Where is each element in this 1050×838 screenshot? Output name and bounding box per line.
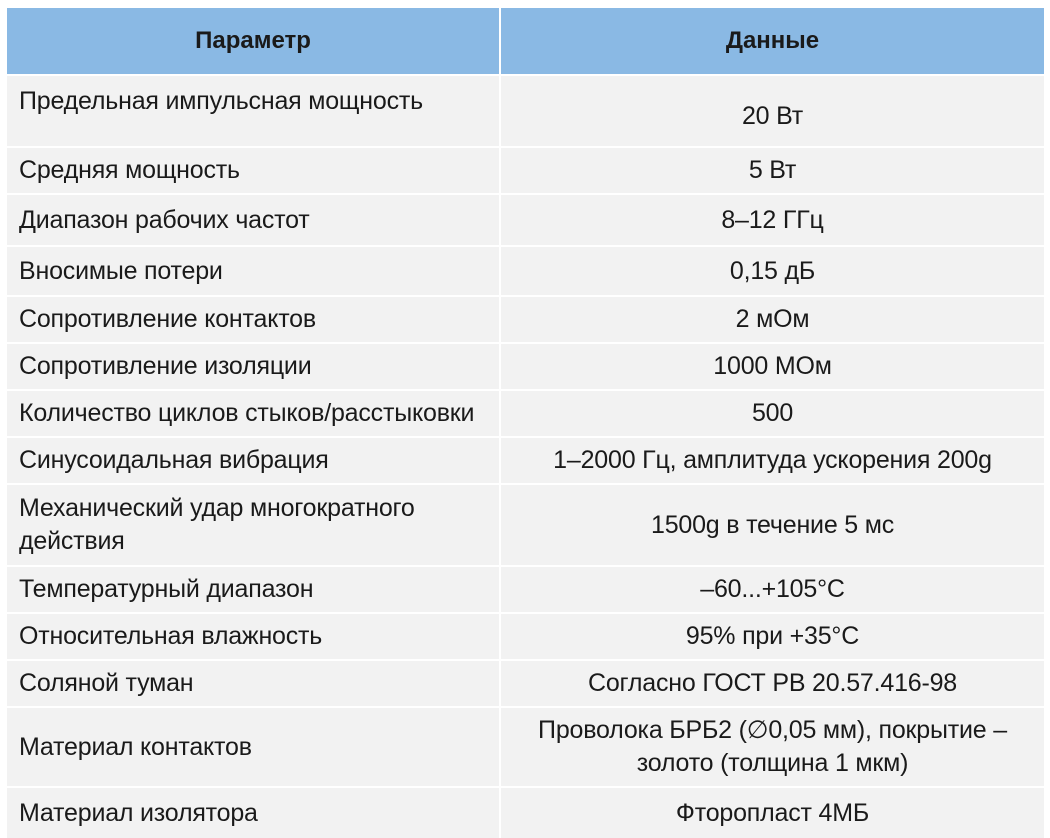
- value-cell: Согласно ГОСТ РВ 20.57.416-98: [500, 660, 1044, 707]
- table-row: [7, 787, 1044, 838]
- param-cell: Диапазон рабочих частот: [7, 194, 500, 246]
- param-cell: Количество циклов стыков/расстыковки: [7, 390, 500, 437]
- table-row: [7, 390, 1044, 437]
- table-header-row: [7, 8, 1044, 75]
- param-cell: Материал контактов: [7, 707, 500, 787]
- value-cell: 8–12 ГГц: [500, 194, 1044, 246]
- table-row: [7, 437, 1044, 484]
- param-cell: Относительная влажность: [7, 613, 500, 660]
- table-row: [7, 246, 1044, 296]
- param-cell: Материал изолятора: [7, 787, 500, 838]
- param-cell: Средняя мощность: [7, 147, 500, 194]
- param-cell: Сопротивление изоляции: [7, 343, 500, 390]
- value-cell: 1500g в течение 5 мс: [500, 484, 1044, 566]
- table-row: [7, 484, 1044, 566]
- value-cell: Проволока БРБ2 (∅0,05 мм), покрытие – золото (толщина 1 мкм): [500, 707, 1044, 787]
- param-cell: Механический удар многократного действия: [7, 484, 500, 566]
- table-row: [7, 707, 1044, 787]
- param-cell: Сопротивление контактов: [7, 296, 500, 343]
- table-row: [7, 296, 1044, 343]
- table-row: [7, 194, 1044, 246]
- header-data: Данные: [500, 8, 1044, 75]
- spec-table-container: [7, 8, 1044, 838]
- param-cell: Температурный диапазон: [7, 566, 500, 613]
- table-row: [7, 613, 1044, 660]
- value-cell: 0,15 дБ: [500, 246, 1044, 296]
- value-cell: 5 Вт: [500, 147, 1044, 194]
- param-cell: Вносимые потери: [7, 246, 500, 296]
- param-cell: Предельная импульсная мощность: [7, 75, 500, 147]
- header-parameter: Параметр: [7, 8, 500, 75]
- param-cell: Соляной туман: [7, 660, 500, 707]
- value-cell: 500: [500, 390, 1044, 437]
- spec-table: [7, 8, 1044, 838]
- value-cell: 1–2000 Гц, амплитуда ускорения 200g: [500, 437, 1044, 484]
- table-row: [7, 660, 1044, 707]
- value-cell: Фторопласт 4МБ: [500, 787, 1044, 838]
- value-cell: 95% при +35°С: [500, 613, 1044, 660]
- param-cell: Синусоидальная вибрация: [7, 437, 500, 484]
- value-cell: 20 Вт: [500, 75, 1044, 147]
- value-cell: 2 мОм: [500, 296, 1044, 343]
- table-row: [7, 343, 1044, 390]
- value-cell: –60...+105°С: [500, 566, 1044, 613]
- table-row: [7, 75, 1044, 147]
- table-row: [7, 147, 1044, 194]
- table-row: [7, 566, 1044, 613]
- value-cell: 1000 МОм: [500, 343, 1044, 390]
